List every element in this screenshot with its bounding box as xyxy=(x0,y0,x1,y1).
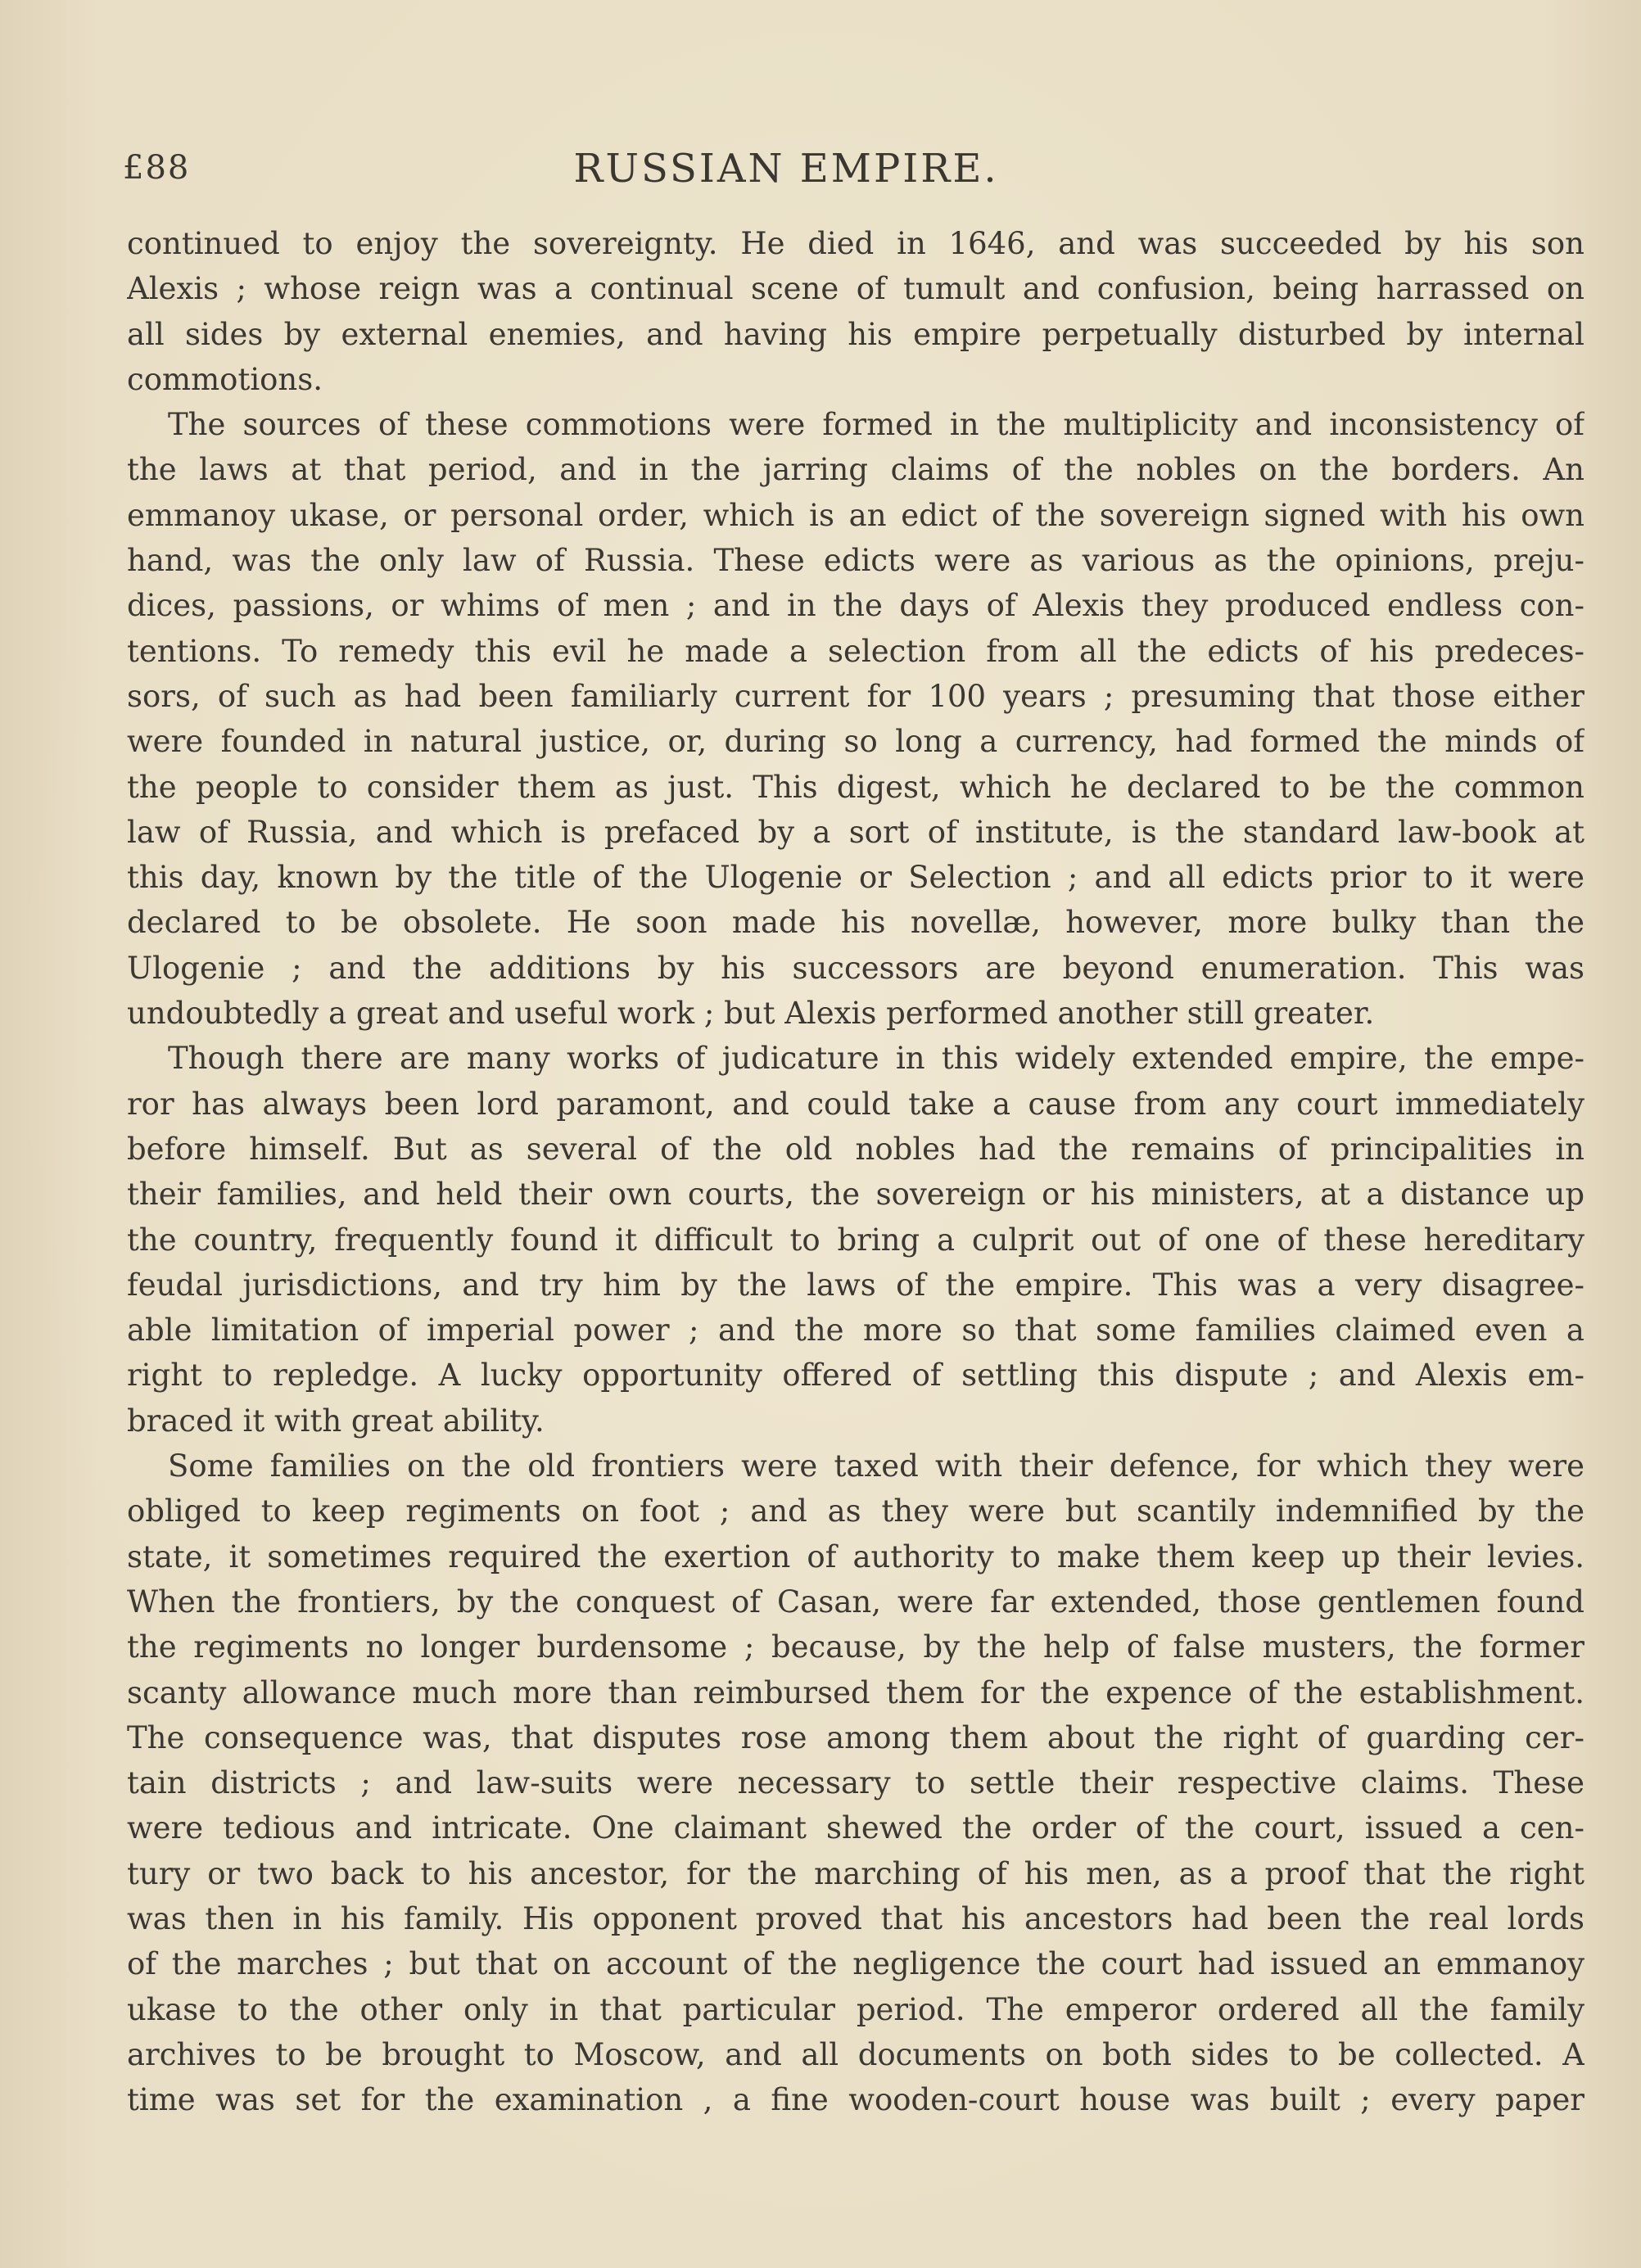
text-line: law of Russia, and which is prefaced by a sort of institute, is the standard law-book at xyxy=(127,814,1584,850)
text-line: were founded in natural justice, or, during so long a currency, had formed the minds of xyxy=(127,724,1584,760)
text-line: When the frontiers, by the conquest of Casan, were far extended, those gentlemen found xyxy=(127,1584,1584,1620)
text-line: declared to be obsolete. He soon made his novellæ, however, more bulky than the xyxy=(127,905,1584,941)
text-line: right to repledge. A lucky opportunity offered of settling this dispute ; and Alexis em- xyxy=(127,1358,1584,1394)
text-line: the laws at that period, and in the jarring claims of the nobles on the borders. An xyxy=(127,452,1584,488)
text-line: ukase to the other only in that particular period. The emperor ordered all the family xyxy=(127,1991,1584,2027)
text-line: of the marches ; but that on account of the negligence the court had issued an emmanoy xyxy=(127,1946,1584,1982)
text-line: was then in his family. His opponent proved that his ancestors had been the real lords xyxy=(127,1900,1584,1936)
text-line: Though there are many works of judicature in this widely extended empire, the empe- xyxy=(168,1041,1584,1077)
text-line: braced it with great ability. xyxy=(127,1403,545,1439)
text-line: ror has always been lord paramont, and could take a cause from any court immediately xyxy=(127,1086,1584,1122)
text-line: their families, and held their own courts, the sovereign or his ministers, at a distance up xyxy=(127,1177,1584,1213)
text-line: able limitation of imperial power ; and the more so that some families claimed even a xyxy=(127,1312,1584,1349)
running-head xyxy=(123,146,1449,203)
text-line: commotions. xyxy=(127,361,323,397)
text-line: this day, known by the title of the Ulogenie or Selection ; and all edicts prior to it were xyxy=(127,860,1584,896)
text-line: Alexis ; whose reign was a continual scene of tumult and confusion, being harrassed on xyxy=(127,271,1584,307)
text-line: sors, of such as had been familiarly current for 100 years ; presuming that those either xyxy=(127,678,1584,714)
text-line: time was set for the examination , a fine wooden-court house was built ; every paper xyxy=(127,2082,1584,2118)
text-line: tain districts ; and law-suits were necessary to settle their respective claims. These xyxy=(127,1765,1584,1801)
text-line: archives to be brought to Moscow, and all documents on both sides to be collected. A xyxy=(127,2036,1584,2072)
text-line: feudal jurisdictions, and try him by the laws of the empire. This was a very disagree- xyxy=(127,1267,1584,1303)
text-line: dices, passions, or whims of men ; and in the days of Alexis they produced endless con- xyxy=(127,588,1584,624)
running-title: RUSSIAN EMPIRE. xyxy=(573,146,999,192)
text-line: were tedious and intricate. One claimant shewed the order of the court, issued a cen- xyxy=(127,1810,1584,1846)
text-line: continued to enjoy the sovereignty. He died in 1646, and was succeeded by his son xyxy=(127,226,1584,261)
text-line: the country, frequently found it difficult to bring a culprit out of one of these hereditary xyxy=(127,1222,1584,1258)
text-line: scanty allowance much more than reimbursed them for the expence of the establishment. xyxy=(127,1674,1584,1710)
text-line: undoubtedly a great and useful work ; but Alexis performed another still greater. xyxy=(127,996,1375,1032)
text-line: Some families on the old frontiers were taxed with their defence, for which they were xyxy=(168,1448,1584,1484)
text-line: state, it sometimes required the exertion of authority to make them keep up their levies. xyxy=(127,1538,1584,1574)
page-number: £88 xyxy=(123,149,191,187)
text-line: the regiments no longer burdensome ; because, by the help of false musters, the former xyxy=(127,1629,1584,1665)
text-line: Ulogenie ; and the additions by his successors are beyond enumeration. This was xyxy=(127,950,1584,986)
text-line: before himself. But as several of the old nobles had the remains of principalities in xyxy=(127,1131,1584,1167)
text-line: hand, was the only law of Russia. These edicts were as various as the opinions, preju- xyxy=(127,543,1584,579)
text-line: emmanoy ukase, or personal order, which is an edict of the sovereign signed with his own xyxy=(127,497,1584,533)
text-line: The consequence was, that disputes rose among them about the right of guarding cer- xyxy=(127,1719,1584,1755)
text-line: tury or two back to his ancestor, for the marching of his men, as a proof that the right xyxy=(127,1855,1584,1891)
text-line: obliged to keep regiments on foot ; and as they were but scantily indemnified by the xyxy=(127,1493,1584,1529)
text-line: tentions. To remedy this evil he made a selection from all the edicts of his predeces- xyxy=(127,633,1584,669)
body-text xyxy=(127,221,1584,2122)
text-line: The sources of these commotions were formed in the multiplicity and inconsistency of xyxy=(168,407,1584,443)
text-line: the people to consider them as just. This digest, which he declared to be the common xyxy=(127,769,1584,805)
text-line: all sides by external enemies, and having his empire perpetually disturbed by internal xyxy=(127,316,1584,352)
